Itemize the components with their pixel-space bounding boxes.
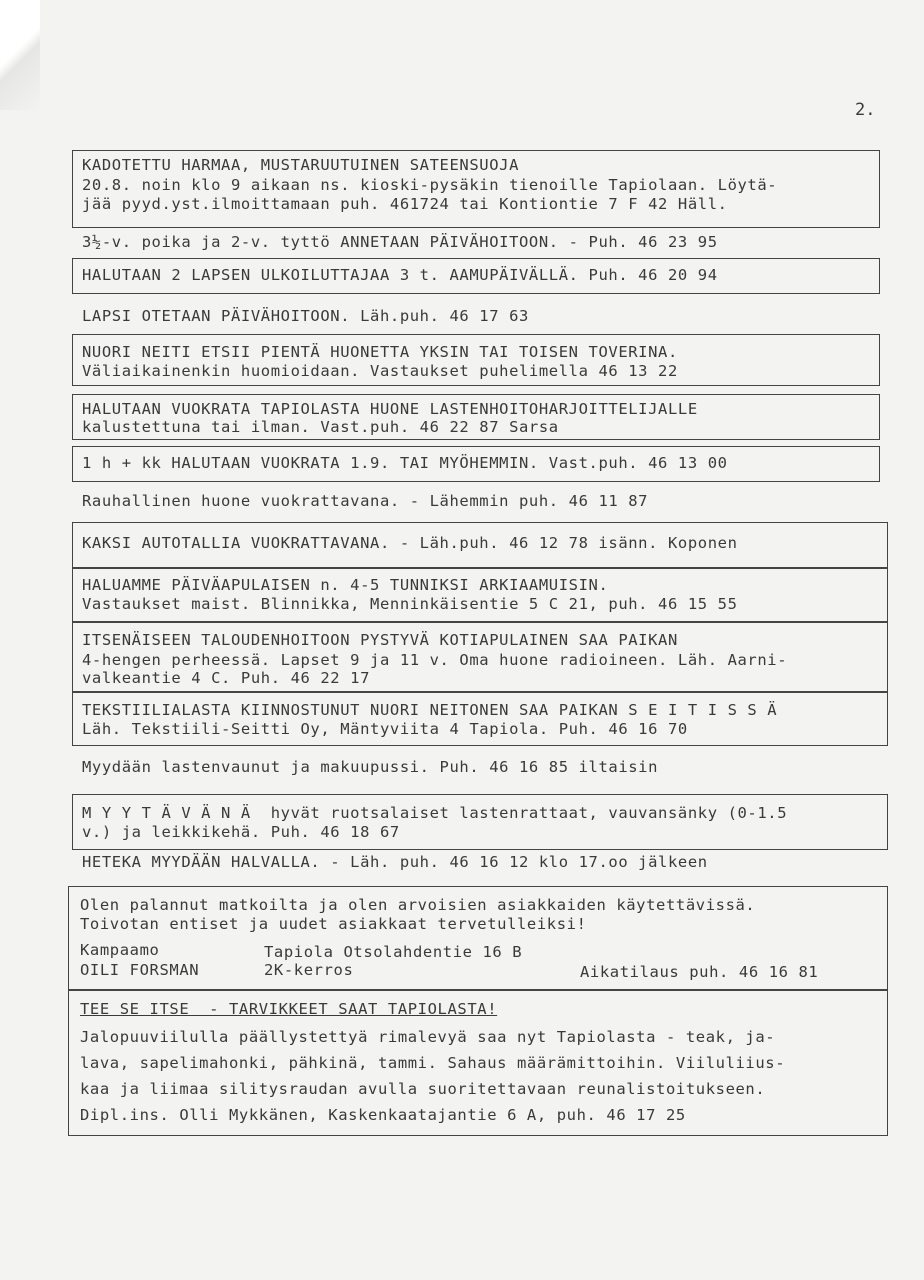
- ad-for-sale-line-2: v.) ja leikkikehä. Puh. 46 18 67: [82, 823, 400, 841]
- ad-garages: KAKSI AUTOTALLIA VUOKRATTAVANA. - Läh.puh. 46 12 78 isänn. Koponen: [82, 534, 738, 552]
- diy-line-1: Jalopuuviilulla päällystettyä rimalevyä saa nyt Tapiolasta - teak, ja-: [80, 1028, 776, 1046]
- ad-daycare-offered: 3½-v. poika ja 2-v. tyttö ANNETAAN PÄIVÄHOITOON. - Puh. 46 23 95: [82, 233, 718, 251]
- ad-for-sale-line-1: M Y Y T Ä V Ä N Ä hyvät ruotsalaiset lastenrattaat, vauvansänky (0-1.5: [82, 804, 788, 822]
- ad-housekeeper-line-1: ITSENÄISEEN TALOUDENHOITOON PYSTYVÄ KOTIAPULAINEN SAA PAIKAN: [82, 631, 678, 649]
- ad-trainee-room-line-1: HALUTAAN VUOKRATA TAPIOLASTA HUONE LASTENHOITOHARJOITTELIJALLE: [82, 400, 698, 418]
- salon-booking: Aikatilaus puh. 46 16 81: [580, 963, 819, 981]
- ad-trainee-room-line-2: kalustettuna tai ilman. Vast.puh. 46 22 87 Sarsa: [82, 418, 559, 436]
- diy-heading: TEE SE ITSE - TARVIKKEET SAAT TAPIOLASTA!: [80, 1000, 498, 1018]
- ad-room-wanted-line-1: NUORI NEITI ETSII PIENTÄ HUONETTA YKSIN TAI TOISEN TOVERINA.: [82, 343, 678, 361]
- ad-bed-sale: HETEKA MYYDÄÄN HALVALLA. - Läh. puh. 46 16 12 klo 17.oo jälkeen: [82, 853, 708, 871]
- ad-lost-umbrella-line-2: 20.8. noin klo 9 aikaan ns. kioski-pysäkin tienoille Tapiolaan. Löytä-: [82, 176, 778, 194]
- salon-address: Tapiola Otsolahdentie 16 B: [264, 943, 523, 961]
- ad-hairdresser-line-2: Toivotan entiset ja uudet asiakkaat tervetulleiksi!: [80, 915, 587, 933]
- salon-floor: 2K-kerros: [264, 961, 354, 979]
- ad-textile-line-2: Läh. Tekstiili-Seitti Oy, Mäntyviita 4 Tapiola. Puh. 46 16 70: [82, 720, 688, 738]
- ad-apartment-wanted: 1 h + kk HALUTAAN VUOKRATA 1.9. TAI MYÖHEMMIN. Vast.puh. 46 13 00: [82, 454, 728, 472]
- ad-day-helper-line-1: HALUAMME PÄIVÄAPULAISEN n. 4-5 TUNNIKSI ARKIAAMUISIN.: [82, 576, 609, 594]
- ad-outdoor-helper: HALUTAAN 2 LAPSEN ULKOILUTTAJAA 3 t. AAMUPÄIVÄLLÄ. Puh. 46 20 94: [82, 266, 718, 284]
- ad-lost-umbrella-line-1: KADOTETTU HARMAA, MUSTARUUTUINEN SATEENSUOJA: [82, 156, 519, 174]
- salon-label: Kampaamo: [80, 941, 160, 959]
- ad-textile-line-1: TEKSTIILIALASTA KIINNOSTUNUT NUORI NEITONEN SAA PAIKAN S E I T I S S Ä: [82, 701, 778, 719]
- page-number: 2.: [855, 100, 876, 120]
- diy-line-3: kaa ja liimaa silitysraudan avulla suoritettavaan reunalistoitukseen.: [80, 1080, 766, 1098]
- ad-housekeeper-line-2: 4-hengen perheessä. Lapset 9 ja 11 v. Oma huone radioineen. Läh. Aarni-: [82, 651, 788, 669]
- page-corner-fold: [0, 0, 40, 110]
- ad-day-helper-line-2: Vastaukset maist. Blinnikka, Menninkäisentie 5 C 21, puh. 46 15 55: [82, 595, 738, 613]
- ad-quiet-room: Rauhallinen huone vuokrattavana. - Lähemmin puh. 46 11 87: [82, 492, 649, 510]
- diy-line-4: Dipl.ins. Olli Mykkänen, Kaskenkaatajantie 6 A, puh. 46 17 25: [80, 1106, 686, 1124]
- ad-hairdresser-line-1: Olen palannut matkoilta ja olen arvoisien asiakkaiden käytettävissä.: [80, 896, 756, 914]
- salon-owner: OILI FORSMAN: [80, 961, 200, 979]
- diy-line-2: lava, sapelimahonki, pähkinä, tammi. Sahaus määrämittoihin. Viiluliius-: [80, 1054, 786, 1072]
- ad-child-daycare: LAPSI OTETAAN PÄIVÄHOITOON. Läh.puh. 46 17 63: [82, 307, 529, 325]
- ad-housekeeper-line-3: valkeantie 4 C. Puh. 46 22 17: [82, 669, 371, 687]
- ad-room-wanted-line-2: Väliaikainenkin huomioidaan. Vastaukset puhelimella 46 13 22: [82, 362, 678, 380]
- ad-lost-umbrella-line-3: jää pyyd.yst.ilmoittamaan puh. 461724 tai Kontiontie 7 F 42 Häll.: [82, 195, 728, 213]
- ad-stroller-sale: Myydään lastenvaunut ja makuupussi. Puh. 46 16 85 iltaisin: [82, 758, 659, 776]
- ad-box-for-sale: [72, 794, 888, 850]
